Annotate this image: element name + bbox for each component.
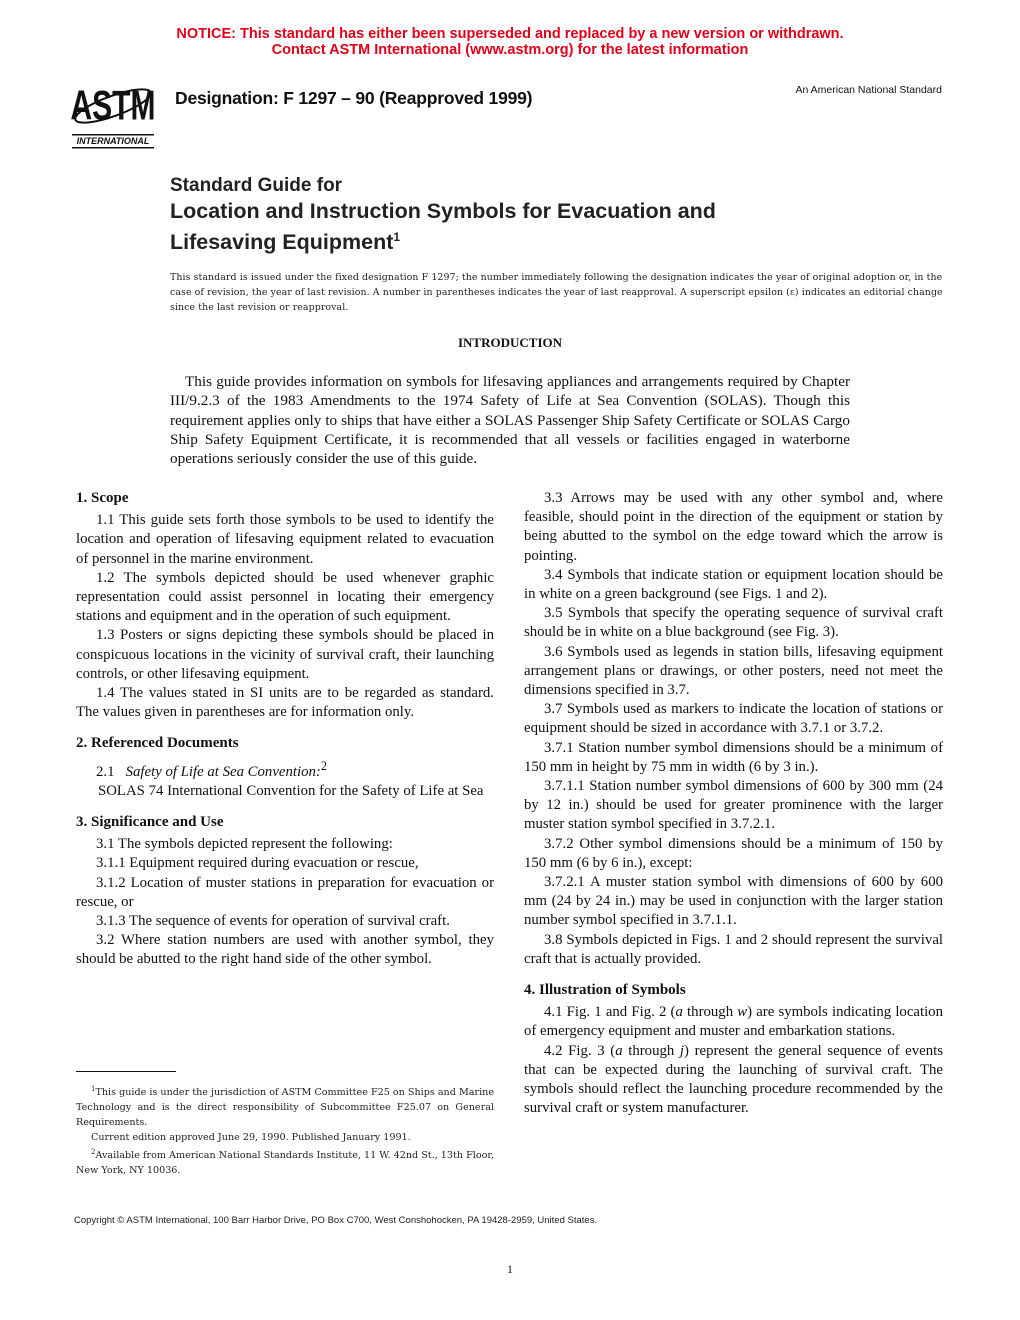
paragraph-4-2 (524, 1042, 943, 1119)
title-line-3-text: Lifesaving Equipment (170, 230, 394, 255)
p42-a: 4.2 Fig. 3 ( (544, 1042, 616, 1059)
astm-logo-icon (66, 76, 160, 150)
paragraph-3-5: 3.5 Symbols that specify the operating sequence of survival craft should be in white on a blue background (see Fig. 3). (524, 605, 943, 641)
paragraph-3-8: 3.8 Symbols depicted in Figs. 1 and 2 should represent the survival craft that is actually provided. (524, 931, 943, 967)
paragraph-3-7-2: 3.7.2 Other symbol dimensions should be a minimum of 150 by 150 mm (6 by 6 in.), except: (524, 835, 943, 871)
paragraph-3-2: 3.2 Where station numbers are used with another symbol, they should be abutted to the right hand side of the other symbol. (76, 932, 494, 968)
paragraph-3-6: 3.6 Symbols used as legends in station bills, lifesaving equipment arrangement plans or drawings, or other posters, need not meet the dimensions specified in 3.7. (524, 643, 943, 699)
paragraph-3-4: 3.4 Symbols that indicate station or equipment location should be in white on a green background (see Figs. 1 and 2). (524, 566, 943, 603)
p42-b: through (622, 1042, 680, 1059)
p41-b: through (682, 1004, 738, 1021)
introduction-text: This guide provides information on symbols for lifesaving appliances and arrangements required by Chapter III/9.2.3 of the 1983 Amendments to the 1974 Safety of Life at Sea Convention (SOLAS). Though this requirement applies only to ships that have either a SOLAS Passenger Ship Safety Certificate or SOLAS Cargo Ship Safety Equipment Certificate, it is recommended that all vessels or facilities engaged in waterborne operations seriously consider the use of this guide. (170, 373, 850, 468)
paragraph-1-1: 1.1 This guide sets forth those symbols to be used to identify the location and operation of lifesaving equipment related to evacuation of personnel in the marine environment. (76, 512, 494, 567)
footnote-divider (76, 1071, 176, 1072)
issued-note: This standard is issued under the fixed designation F 1297; the number immediately following the designation indicates the year of original adoption or, in the case of revision, the year of last revision. A number in parentheses indicates the year of last reapproval. A superscript epsilon (ε) indicates an editorial change since the last revision or reapproval. (170, 272, 943, 313)
right-column (524, 489, 943, 1119)
footnote-1-text: This guide is under the jurisdiction of ASTM Committee F25 on Ships and Marine Technology and is the direct responsibility of Subcommittee F25.07 on General Requirements. (76, 1087, 494, 1129)
notice-line-2: Contact ASTM International (www.astm.org) for the latest information (271, 42, 749, 58)
paragraph-3-7-1: 3.7.1 Station number symbol dimensions should be a minimum of 150 mm in height by 75 mm in width (6 by 3 in.). (524, 739, 943, 775)
paragraph-3-7-2-1: 3.7.2.1 A muster station symbol with dimensions of 600 by 600 mm (24 by 24 in.) may be used in conjunction with the larger station number symbol specified in 3.7.1.1. (524, 874, 943, 929)
svg-text:ASTM: ASTM (70, 81, 156, 129)
paragraph-2-1-number: 2.1 (96, 763, 115, 780)
national-standard-label: An American National Standard (795, 84, 942, 96)
paragraph-1-4: 1.4 The values stated in SI units are to be regarded as standard. The values given in parentheses are for information only. (76, 685, 494, 721)
title-footnote-ref[interactable]: 1 (393, 230, 401, 244)
paragraph-3-1: 3.1 The symbols depicted represent the following: (96, 836, 393, 853)
section-illustration-heading: 4. Illustration of Symbols (524, 982, 686, 999)
title-line-2: Location and Instruction Symbols for Evacuation and (170, 199, 716, 223)
footnote-ref-2[interactable]: 2 (320, 758, 327, 773)
copyright-notice: Copyright © ASTM International, 100 Barr Harbor Drive, PO Box C700, West Conshohocken, PA 19428-2959, United States. (74, 1215, 598, 1226)
paragraph-1-3: 1.3 Posters or signs depicting these symbols should be placed in conspicuous locations in the vicinity of survival craft, their launching controls, or other lifesaving equipment. (76, 627, 494, 682)
paragraph-1-2: 1.2 The symbols depicted should be used whenever graphic representation could assist personnel in locating their emergency stations and equipment and in the operation of such equipment. (76, 569, 494, 625)
footnote-1 (76, 1082, 494, 1130)
referenced-doc-title: Safety of Life at Sea Convention: (125, 763, 321, 780)
document-title (170, 174, 716, 255)
paragraph-3-1-1: 3.1.1 Equipment required during evacuation or rescue, (96, 855, 419, 872)
introduction-heading: INTRODUCTION (457, 335, 562, 350)
footnote-2-mark: 2 (91, 1148, 96, 1157)
paragraph-2-1 (76, 757, 494, 782)
paragraph-3-1-3: 3.1.3 The sequence of events for operation of survival craft. (96, 912, 450, 929)
p42-c: ) represent the general sequence of events that can be expected during the launching of survival craft. The symbols should reflect the launching procedure recommended by the survival craft or system manufacturer. (524, 1042, 943, 1117)
p41-i1: a (675, 1004, 683, 1021)
p42-i1: a (615, 1042, 623, 1059)
title-line-1: Standard Guide for (170, 175, 343, 196)
footnote-1-mark: 1 (91, 1085, 96, 1093)
paragraph-4-1 (524, 1003, 943, 1041)
left-column (76, 489, 494, 970)
p42-i2: j (679, 1042, 685, 1059)
page-number: 1 (507, 1262, 513, 1276)
paragraph-3-7: 3.7 Symbols used as markers to indicate the location of stations or equipment should be sized in accordance with 3.7.1 or 3.7.2. (524, 701, 943, 737)
notice-line-1: NOTICE: This standard has either been superseded and replaced by a new version or withdrawn. (176, 26, 844, 42)
logo-text: INTERNATIONAL (76, 136, 150, 146)
paragraph-3-3: 3.3 Arrows may be used with any other symbol and, where feasible, should point in the direction of the equipment or station by being abutted to the symbol on the edge toward which the arrow is pointing. (524, 490, 943, 564)
p41-i2: w (737, 1004, 748, 1021)
paragraph-3-7-1-1: 3.7.1.1 Station number symbol dimensions of 600 by 300 mm (24 by 12 in.) should be used for greater prominence with the larger muster station symbol specified in 3.7.2.1. (524, 778, 943, 833)
p41-a: 4.1 Fig. 1 and Fig. 2 ( (544, 1004, 676, 1021)
withdrawn-notice (0, 26, 1020, 58)
footnote-2-text: Available from American National Standards Institute, 11 W. 42nd St., 13th Floor, New York, NY 10036. (76, 1150, 494, 1177)
referenced-doc-solas: SOLAS 74 International Convention for the Safety of Life at Sea (98, 782, 484, 799)
title-line-3 (170, 224, 716, 255)
p41-c: ) are symbols indicating location of emergency equipment and muster and embarkation stations. (524, 1004, 943, 1040)
section-scope-heading: 1. Scope (76, 490, 129, 506)
footnote-1-edition: Current edition approved June 29, 1990. Published January 1991. (91, 1132, 411, 1144)
footnotes (76, 1082, 494, 1178)
footnote-2 (76, 1145, 494, 1178)
paragraph-3-1-2: 3.1.2 Location of muster stations in preparation for evacuation or rescue, or (76, 874, 494, 910)
section-significance-heading: 3. Significance and Use (76, 813, 224, 830)
designation: Designation: F 1297 – 90 (Reapproved 1999) (175, 88, 533, 108)
section-referenced-heading: 2. Referenced Documents (76, 735, 239, 752)
